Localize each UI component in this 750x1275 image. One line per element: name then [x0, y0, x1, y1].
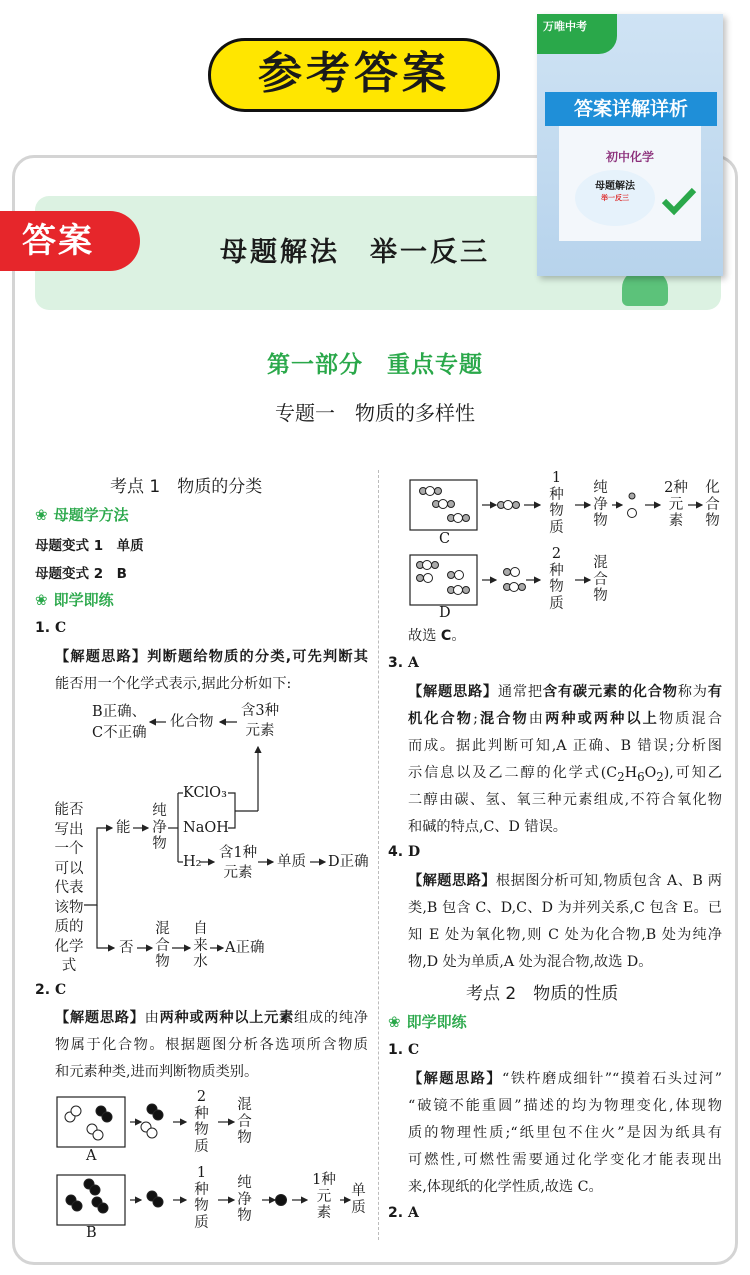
- leaf-icon: ❀: [35, 591, 48, 609]
- node-no: 否: [119, 940, 134, 956]
- node-pure: 纯 净 物: [152, 803, 167, 852]
- text: “铁杵磨成细针”“摸着石头过河”: [502, 1071, 722, 1087]
- text: 故选: [408, 628, 441, 644]
- series-name: 母题解法: [595, 181, 635, 192]
- q3-line: 二醇由碳、氢、氧三种元素组成,不符合氧化物: [408, 792, 722, 808]
- variant-1: 母题变式 1 单质: [35, 538, 144, 554]
- text: 有: [707, 684, 722, 700]
- p1-line: 可燃性,可燃性需要通过化学变化才能表现出: [408, 1152, 722, 1168]
- node-kclo3: KClO₃: [183, 785, 227, 801]
- q3-line: [408, 707, 722, 731]
- practice-1-answer: [388, 1042, 419, 1058]
- box-b-label: B: [86, 1225, 97, 1241]
- question-4-answer: [388, 844, 420, 860]
- book-subject: 初中化学: [605, 150, 654, 164]
- box-d-label: D: [439, 605, 451, 621]
- book-series-title: 母题解法 举一反三: [220, 237, 490, 268]
- text: 两种或两种以上元素: [159, 1010, 295, 1026]
- node-a-result: A正确: [225, 940, 265, 956]
- box-a-label: A: [86, 1148, 97, 1164]
- text: 根据图分析可知,物质包含 A、B 两: [495, 873, 722, 889]
- q4-line: 知 E 处为氧化物,则 C 处为化合物,B 处为纯净: [408, 927, 722, 943]
- node-three-elements: 含3种 元素: [240, 703, 280, 739]
- method-heading-label: 母题学方法: [53, 506, 129, 524]
- reference-answer-bubble: 参考答案: [208, 38, 500, 112]
- mixture: 混 合 物: [237, 1097, 252, 1146]
- mixture: 混 合 物: [593, 555, 608, 604]
- q1-line: 能否用一个化学式表示,据此分析如下:: [55, 676, 292, 692]
- q-answer: C: [54, 620, 67, 636]
- two-substances: 2 种 物 质: [194, 1089, 209, 1155]
- text: 【解题思路】: [408, 684, 498, 700]
- box-c-label: C: [439, 531, 451, 547]
- pure-substance: 纯 净 物: [593, 480, 608, 529]
- pure-substance: 纯 净 物: [237, 1175, 252, 1224]
- q-number: 1.: [388, 1042, 404, 1058]
- q4-line: 物,D 处为单质,A 处为混合物,故选 D。: [408, 954, 653, 970]
- text: 混合物: [477, 711, 529, 727]
- node-bc-result: B正确、 C不正确: [92, 704, 147, 741]
- q-number: 2.: [388, 1205, 404, 1221]
- node-compound: 化合物: [170, 714, 214, 730]
- q-number: 4.: [388, 844, 404, 860]
- topic-title: 专题一 物质的多样性: [275, 401, 475, 425]
- text: 。: [451, 628, 466, 644]
- practice-heading-label: 即学即练: [406, 1013, 467, 1031]
- series-sub: 举一反三: [601, 194, 629, 202]
- node-d-result: D正确: [328, 854, 369, 870]
- node-tapwater: 自 来 水: [193, 921, 208, 970]
- q3-line: [408, 761, 722, 785]
- node-yes: 能: [116, 820, 131, 836]
- question-3-answer: [388, 655, 419, 671]
- q-answer: C: [407, 1042, 420, 1058]
- q4-line: [408, 869, 722, 893]
- leaf-icon: ❀: [35, 506, 48, 524]
- text: 【解题思路】: [408, 1071, 503, 1087]
- q-answer: A: [407, 1205, 419, 1221]
- text: 物质混合: [658, 711, 722, 727]
- two-elements: 2种 元 素: [664, 480, 688, 529]
- text: 通常把: [497, 684, 543, 700]
- text: 【解题思路】: [408, 873, 496, 889]
- q2-line: 和元素种类,进而判断物质类别。: [55, 1064, 259, 1080]
- brand-logo: 万唯中考: [537, 14, 617, 54]
- text: 称为: [677, 684, 708, 700]
- text: 两种或两种以上: [545, 711, 659, 727]
- p1-line: [408, 1067, 722, 1091]
- text: 【解题思路】判断题给物质的分类,可先判断其: [55, 649, 368, 665]
- node-element: 单质: [277, 854, 306, 870]
- q3-line: [408, 680, 722, 704]
- text: ;: [473, 711, 478, 727]
- one-substance: 1 种 物 质: [194, 1165, 209, 1231]
- practice-heading-2: [388, 1011, 467, 1032]
- one-substance: 1 种 物 质: [549, 470, 564, 536]
- node-naoh: NaOH: [183, 820, 229, 836]
- node-one-element: 含1种 元素: [218, 845, 258, 881]
- q3-line: 和碱的特点,C、D 错误。: [408, 819, 567, 835]
- text: H: [624, 765, 638, 781]
- text: 机化合物: [408, 711, 474, 727]
- q2-line: 物属于化合物。根据题图分析各选项所含物质: [55, 1037, 368, 1053]
- practice-heading-label: 即学即练: [53, 591, 114, 609]
- q-number: 1.: [35, 620, 51, 636]
- p1-line: 质的物理性质;“纸里包不住火”是因为纸具有: [408, 1125, 722, 1141]
- compound: 化 合 物: [705, 480, 720, 529]
- text: 2: [617, 769, 625, 784]
- simple-substance: 单 质: [351, 1183, 366, 1216]
- text: 由: [144, 1010, 160, 1026]
- text: 6: [637, 769, 645, 784]
- text: 【解题思路】: [55, 1010, 145, 1026]
- p1-line: “破镜不能重圆”描述的均为物理变化,体现物: [408, 1098, 722, 1114]
- kaodian-2-heading: 考点 2 物质的性质: [466, 984, 619, 1004]
- text: 由: [528, 711, 546, 727]
- q2-conclusion: [408, 624, 466, 648]
- text: C: [440, 628, 452, 644]
- node-mixture: 混 合 物: [155, 921, 170, 970]
- answer-tab: 答案: [0, 211, 140, 271]
- root-question: 能否 写出 一个 可以 代表 该物 质的 化学 式: [54, 802, 84, 974]
- q2-line: [55, 1006, 368, 1030]
- q-number: 2.: [35, 982, 51, 998]
- text: O: [644, 765, 657, 781]
- text: 示信息以及乙二醇的化学式(C: [408, 765, 618, 781]
- q4-line: 类,B 包含 C、D,C、D 为并列关系,C 包含 E。已: [408, 900, 722, 916]
- practice-2-answer: [388, 1205, 419, 1221]
- text: ),可知乙: [663, 765, 722, 781]
- q3-line: 而成。据此判断可知,A 正确、B 错误;分析图: [408, 738, 722, 754]
- kaodian-1-heading: 考点 1 物质的分类: [110, 477, 263, 497]
- question-2-answer: [35, 982, 66, 998]
- one-element: 1种 元 素: [312, 1172, 336, 1221]
- q-number: 3.: [388, 655, 404, 671]
- p1-line: 来,体现纸的化学性质,故选 C。: [408, 1179, 603, 1195]
- text: 组成的纯净: [294, 1010, 368, 1026]
- q-answer: A: [407, 655, 419, 671]
- variant-2: 母题变式 2 B: [35, 566, 127, 582]
- book-title: 答案详解详析: [545, 92, 717, 126]
- text: 含有碳元素的化合物: [542, 684, 678, 700]
- part-title: 第一部分 重点专题: [267, 351, 483, 378]
- q-answer: D: [407, 844, 421, 860]
- q-answer: C: [54, 982, 67, 998]
- two-substances: 2 种 物 质: [549, 546, 564, 612]
- node-h2: H₂: [183, 854, 202, 870]
- text: 2: [656, 769, 664, 784]
- leaf-icon: ❀: [388, 1013, 401, 1031]
